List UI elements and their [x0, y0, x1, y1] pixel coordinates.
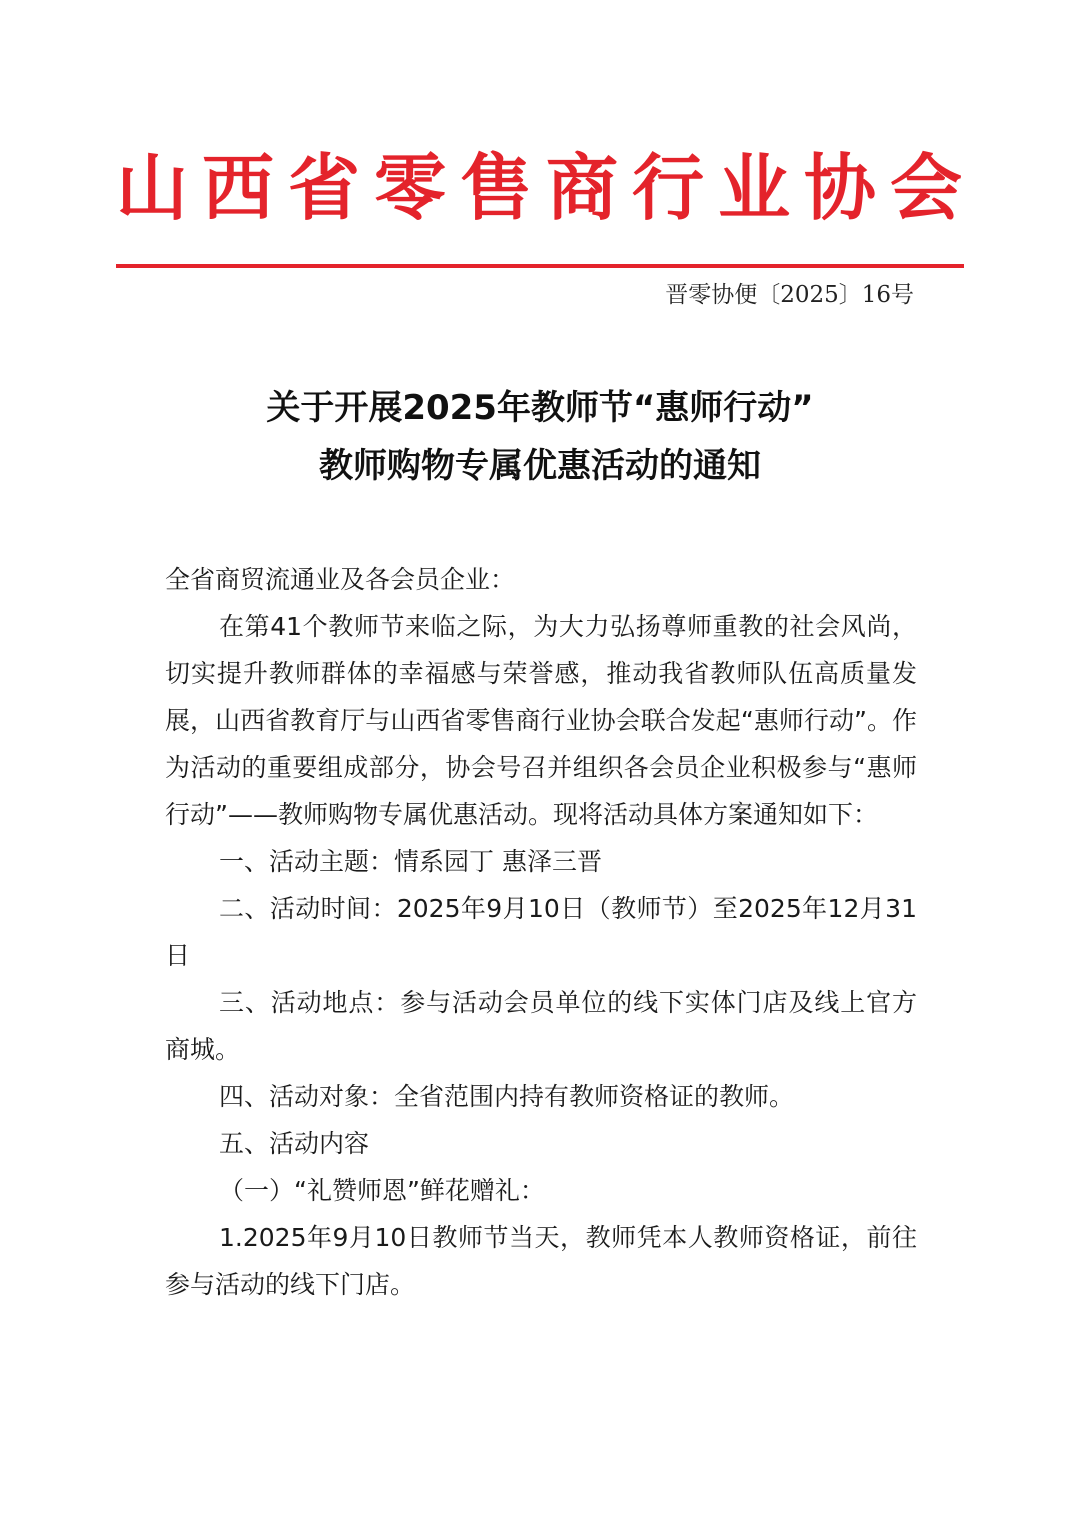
salutation: 全省商贸流通业及各会员企业： — [165, 565, 516, 594]
organization-letterhead: 山西省零售商行业协会 — [116, 145, 977, 230]
notice-title-line-2: 教师购物专属优惠活动的通知 — [319, 446, 761, 486]
activity-time: 二、活动时间：2025年9月10日（教师节）至2025年12月31日 — [165, 894, 917, 970]
letterhead-red-divider — [116, 264, 964, 268]
notice-title-line-1: 关于开展2025年教师节“惠师行动” — [266, 388, 814, 428]
notice-body — [165, 556, 917, 1308]
activity-location: 三、活动地点：参与活动会员单位的线下实体门店及线上官方商城。 — [165, 988, 917, 1064]
activity-target: 四、活动对象：全省范围内持有教师资格证的教师。 — [219, 1082, 795, 1111]
activity-theme: 一、活动主题：情系园丁 惠泽三晋 — [219, 847, 602, 876]
flower-gift-subheading: （一）“礼赞师恩”鲜花赠礼： — [219, 1176, 545, 1205]
intro-paragraph: 在第41个教师节来临之际，为大力弘扬尊师重教的社会风尚，切实提升教师群体的幸福感与荣誉感，推动我省教师队伍高质量发展，山西省教育厅与山西省零售商行业协会联合发起“惠师行动”。作为活动的重要组成部分，协会号召并组织各会员企业积极参与“惠师行动”——教师购物专属优惠活动。现将活动具体方案通知如下： — [165, 612, 917, 829]
document-number: 晋零协便〔2025〕16号 — [665, 282, 914, 308]
activity-content-heading: 五、活动内容 — [219, 1129, 370, 1158]
flower-gift-item-1: 1.2025年9月10日教师节当天，教师凭本人教师资格证，前往参与活动的线下门店。 — [165, 1223, 917, 1299]
